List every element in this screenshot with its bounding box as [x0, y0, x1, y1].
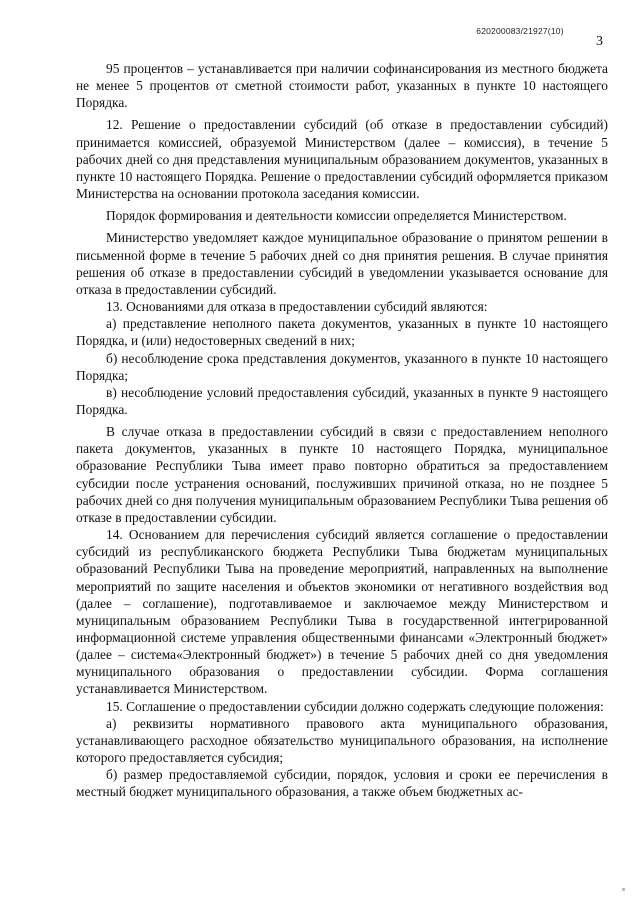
paragraph-15-b: б) размер предоставляемой субсидии, порядок, условия и сроки ее перечисления в местный бюджет муниципального образования, а также объем бюджетных ас- [76, 767, 608, 800]
paragraph-12-decision: 12. Решение о предоставлении субсидий (об отказе в предоставлении субсидий) принимается комиссией, образуемой Министерством (далее – комиссия), в течение 5 рабочих дней со дня представления муниципальным образованием документов, указанных в пункте 10 настоящего Порядка. Решение о предоставлении субсидий оформляется приказом Министерства на основании протокола заседания комиссии. [76, 117, 608, 202]
paragraph-95-percent: 95 процентов – устанавливается при наличии софинансирования из местного бюджета не менее 5 процентов от сметной стоимости работ, указанных в пункте 10 настоящего Порядка. [76, 61, 608, 111]
page-number: 3 [596, 34, 603, 49]
paragraph-15-a: а) реквизиты нормативного правового акта муниципального образования, устанавливающего расходное обязательство муниципального образования, на исполнение которого предоставляется субсидия; [76, 715, 608, 766]
scan-speck [622, 888, 625, 891]
paragraph-ministry-notification: Министерство уведомляет каждое муниципальное образование о принятом решении в письменной форме в течение 5 рабочих дней со дня принятия решения. В случае принятия решения об отказе в предоставлении субсидий в уведомлении указывается основание для отказа в предоставлении субсидий. [76, 230, 608, 297]
paragraph-13-b: б) несоблюдение срока представления документов, указанного в пункте 10 настоящего Порядка; [76, 350, 608, 383]
paragraph-13-v: в) несоблюдение условий предоставления субсидий, указанных в пункте 9 настоящего Порядка. [76, 384, 608, 417]
paragraph-commission-procedure: Порядок формирования и деятельности комиссии определяется Министерством. [106, 208, 567, 224]
paragraph-13-grounds: 13. Основаниями для отказа в предоставлении субсидий являются: [106, 299, 488, 315]
paragraph-14-agreement: 14. Основанием для перечисления субсидий является соглашение о предоставлении субсидий из республиканского бюджета Республики Тыва бюджетам муниципальных образований Республики Тыва на проведение мероприятий, направленных на выполнение мероприятий по защите населения и объектов экономики от негативного воздействия вод (далее – соглашение), подготавливаемое и заключаемое между Министерством и муниципальным образованием Республики Тыва в государственной интегрированной информационной системе управления общественными финансами «Электронный бюджет» (далее – система«Электронный бюджет») в течение 5 рабочих дней со дня уведомления муниципального образования о предоставлении субсидии. Форма соглашения устанавливается Министерством. [76, 527, 608, 697]
document-body [76, 60, 608, 801]
document-id: 620200083/21927(10) [476, 26, 564, 36]
paragraph-refusal-resubmission: В случае отказа в предоставлении субсидий в связи с предоставлением неполного пакета документов, указанных в пункте 10 настоящего Порядка, муниципальное образование Республики Тыва имеет право повторно обратиться за предоставлением субсидии после устранения оснований, послуживших причиной отказа, но не позднее 5 рабочих дней со дня получения муниципальным образованием Республики Тыва решения об отказе в предоставлении субсидии. [76, 424, 609, 525]
paragraph-15-agreement-contents: 15. Соглашение о предоставлении субсидии должно содержать следующие положения: [106, 698, 604, 714]
paragraph-13-a: а) представление неполного пакета документов, указанных в пункте 10 настоящего Порядка, и (или) недостоверных сведений в них; [76, 316, 608, 349]
